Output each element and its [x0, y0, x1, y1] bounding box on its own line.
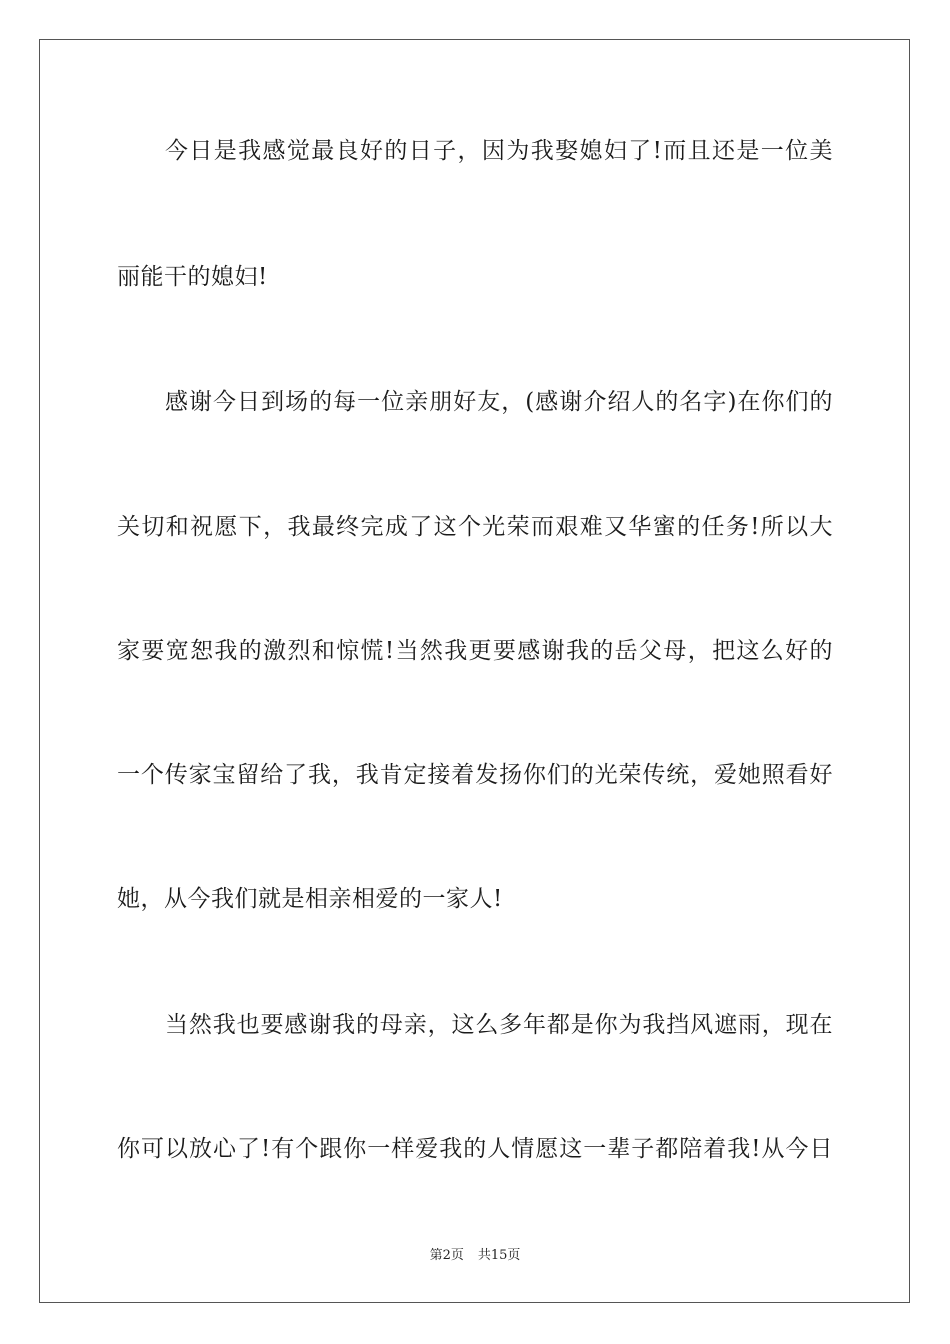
- text-line: 你可以放心了!有个跟你一样爱我的人情愿这一辈子都陪着我!从今日: [117, 1136, 833, 1162]
- page-footer: [0, 1247, 950, 1265]
- text-line: 关切和祝愿下，我最终完成了这个光荣而艰难又华蜜的任务!所以大: [117, 514, 833, 540]
- text-line: 今日是我感觉最良好的日子，因为我娶媳妇了!而且还是一位美: [165, 138, 833, 164]
- text-line: 丽能干的媳妇!: [117, 264, 268, 290]
- page-frame: [39, 39, 910, 1303]
- text-line: 感谢今日到场的每一位亲朋好友，(感谢介绍人的名字)在你们的: [165, 389, 833, 415]
- page-total: 共15页: [477, 1248, 521, 1263]
- text-line: 当然我也要感谢我的母亲，这么多年都是你为我挡风遮雨，现在: [165, 1012, 833, 1038]
- text-line: 她，从今我们就是相亲相爱的一家人!: [117, 886, 503, 912]
- text-line: 家要宽恕我的激烈和惊慌!当然我更要感谢我的岳父母，把这么好的: [117, 638, 833, 664]
- page-number: 第2页: [429, 1248, 464, 1263]
- text-line: 一个传家宝留给了我，我肯定接着发扬你们的光荣传统，爱她照看好: [117, 762, 833, 788]
